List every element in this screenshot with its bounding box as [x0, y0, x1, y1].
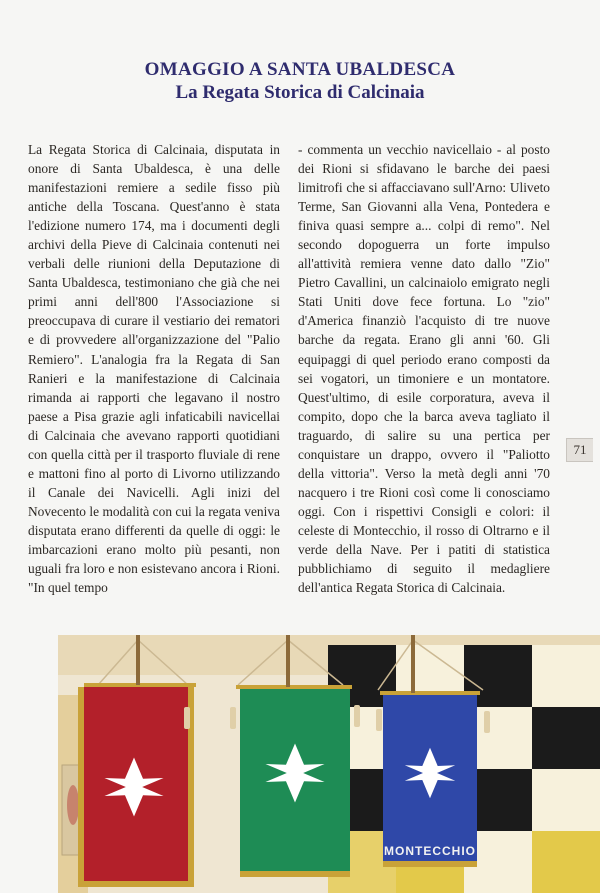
red-banner [78, 683, 196, 887]
blue-banner [380, 691, 480, 867]
column-left-text: La Regata Storica di Calcinaia, disputata in onore di Santa Ubaldesca, è una delle manifestazioni remiere a sedile fisso più antiche della Toscana. Quest'anno è stata l'edizione numero 174, ma i documenti degli archivi della Pieve di Calcinaia contenuti nei verbali delle riunioni della Deputazione di Santa Ubaldesca, testimoniano che già che nei primi anni dell'800 l'Associazione si preoccupava di curare il vestiario dei rematori e di provvedere all'organizzazione del "Palio Remiero". L'analogia fra la Regata di San Ranieri e la manifestazione di Calcinaia rimanda ai rapporti che legavano il nostro paese a Pisa grazie agli infaticabili navicellai di Calcinaia che avevano rapporti quotidiani con quella città per il trasporto fluviale di rene e mattoni fino al porto di Livorno utilizzando il Canale dei Navicelli. Agli inizi del Novecento le modalità con cui la regata veniva disputata erano differenti da quelle di oggi: le imbarcazioni erano molto più pesanti, non uguali fra loro e non esistevano ancora i Rioni. "In quel tempo [28, 142, 280, 596]
banner-label: MONTECCHIO [384, 844, 476, 858]
banners-photo [58, 635, 600, 893]
article-title: OMAGGIO A SANTA UBALDESCA [144, 59, 456, 80]
article-header [0, 58, 600, 105]
green-banner [236, 685, 352, 877]
page-number: 71 [566, 438, 593, 462]
article-column-left [28, 140, 280, 597]
article-subtitle: La Regata Storica di Calcinaia [175, 82, 425, 103]
article-column-right [298, 140, 550, 597]
column-right-text: - commenta un vecchio navicellaio - al posto dei Rioni si sfidavano le barche dei paesi limitrofi che si affacciavano sull'Arno: Uliveto Terme, San Giovanni alla Vena, Pontedera e finiva quasi sempre a... colpi di remo". Nel secondo dopoguerra un forte impulso all'attività remiera venne dato dallo "Zio" Pietro Cavallini, un calcinaiolo emigrato negli Stati Uniti dove fece fortuna. Lo "zio" d'America finanziò l'acquisto di tre nuove barche da regata. Erano gli anni '60. Gli equipaggi di quel periodo erano composti da sei vogatori, un timoniere e un montatore. Quest'ultimo, di esile corporatura, aveva il compito, dopo che la barca aveva tagliato il traguardo, di salire su una pertica per conquistare un drappo, ovvero il "Paliotto della vittoria". Verso la metà degli anni '70 nacquero i tre Rioni così come li conosciamo oggi. Con i rispettivi Consigli e colori: il celeste di Montecchio, il rosso di Oltrarno e il verde della Nave. Per i patiti di statistica pubblichiamo di seguito il medagliere dell'antica Regata Storica di Calcinaia. [298, 142, 550, 596]
